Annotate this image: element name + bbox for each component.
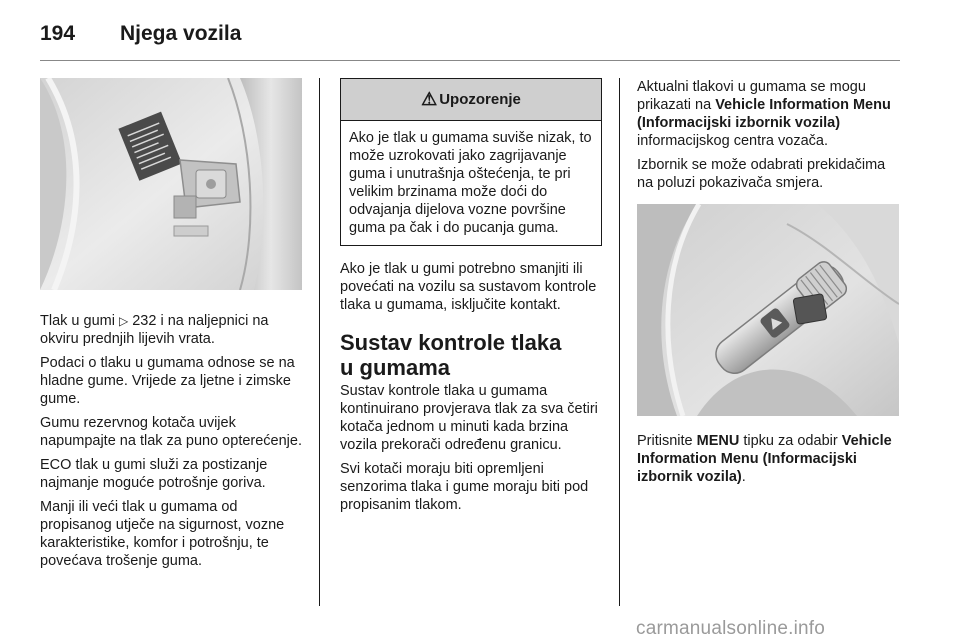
cold-tyres-note: Podaci o tlaku u gumama odnose se na hladne gume. Vrijede za ljetne i zimske gume. (40, 355, 295, 407)
menu-button-instruction (637, 432, 899, 486)
menu-instruction-text: Pritisnite (637, 433, 697, 449)
indicator-stalk-illustration (637, 204, 899, 416)
vim-menu-name-2: Vehicle Information Menu (Informacijski izbornik vozila) (637, 433, 892, 485)
warning-text: Ako je tlak u gumama suviše nizak, to može uzrokovati jako zagrijavanje guma i unutrašnja oštećenja, te pri velikim brzinama može doći do odvajanja dijelova vozne površine guma pa čak i do pucanja guma. (349, 130, 592, 236)
warning-header (341, 79, 601, 121)
warning-triangle-icon: ⚠ (421, 89, 438, 109)
page-header (40, 14, 241, 54)
page-number: 194 (40, 22, 76, 45)
header-rule (40, 60, 900, 61)
vim-menu-name: Vehicle Information Menu (Informacijski izbornik vozila) (637, 97, 891, 131)
column-divider-1 (319, 78, 320, 606)
arrow-ref-icon[interactable]: ▷ (118, 314, 129, 328)
menu-selection-note: Izbornik se može odabrati prekidačima na poluzi pokazivača smjera. (637, 157, 886, 191)
warning-box (340, 78, 602, 246)
vim-note-text: Aktualni tlakovi u gumama se mogu prikazati na (637, 79, 866, 113)
column-3 (637, 78, 899, 492)
eco-pressure-note: ECO tlak u gumi služi za postizanje najmanje moguće potrošnje goriva. (40, 457, 268, 491)
watermark: carmanualsonline.info (636, 618, 826, 639)
column-divider-2 (619, 78, 620, 606)
tpms-description: Sustav kontrole tlaka u gumama kontinuirano provjerava tlak za sva četiri kotača jednom u minuti kada brzina vozila prekorači određenu granicu. (340, 383, 598, 453)
vim-note-text-after: informacijskog centra vozača. (637, 133, 828, 149)
column-2 (340, 78, 602, 520)
spare-wheel-note: Gumu rezervnog kotača uvijek napumpajte na tlak za puno opterećenje. (40, 415, 302, 449)
tyre-pressure-text-after: 232 i na naljepnici na okviru prednjih lijevih vrata. (40, 313, 269, 347)
tpms-sensor-note: Svi kotači moraju biti opremljeni senzorima tlaka i gume moraju biti pod propisanim tlakom. (340, 461, 589, 513)
indicator-stalk-figure (637, 204, 899, 416)
warning-title: Upozorenje (439, 91, 521, 108)
tpms-heading-line2: u gumama (340, 355, 451, 380)
door-frame-illustration (40, 78, 302, 290)
column-1 (40, 78, 302, 576)
menu-instruction-mid: tipku za odabir (739, 433, 842, 449)
vehicle-info-menu-note (637, 78, 899, 150)
tpms-heading (340, 330, 602, 380)
door-frame-label-figure (40, 78, 302, 290)
adjust-pressure-note: Ako je tlak u gumi potrebno smanjiti ili povećati na vozilu sa sustavom kontrole tlaka u gumama, isključite kontakt. (340, 261, 597, 313)
section-title: Njega vozila (120, 22, 242, 45)
pressure-effect-note: Manji ili veći tlak u gumama od propisanog utječe na sigurnost, vozne karakteristike, komfor i potrošnju, te povećava trošenje guma. (40, 499, 285, 569)
tyre-pressure-reference (40, 312, 302, 348)
tpms-heading-line1: Sustav kontrole tlaka (340, 330, 562, 355)
menu-instruction-end: . (741, 469, 746, 485)
menu-button-label: MENU (696, 433, 740, 449)
tyre-pressure-text: Tlak u gumi (40, 313, 119, 329)
